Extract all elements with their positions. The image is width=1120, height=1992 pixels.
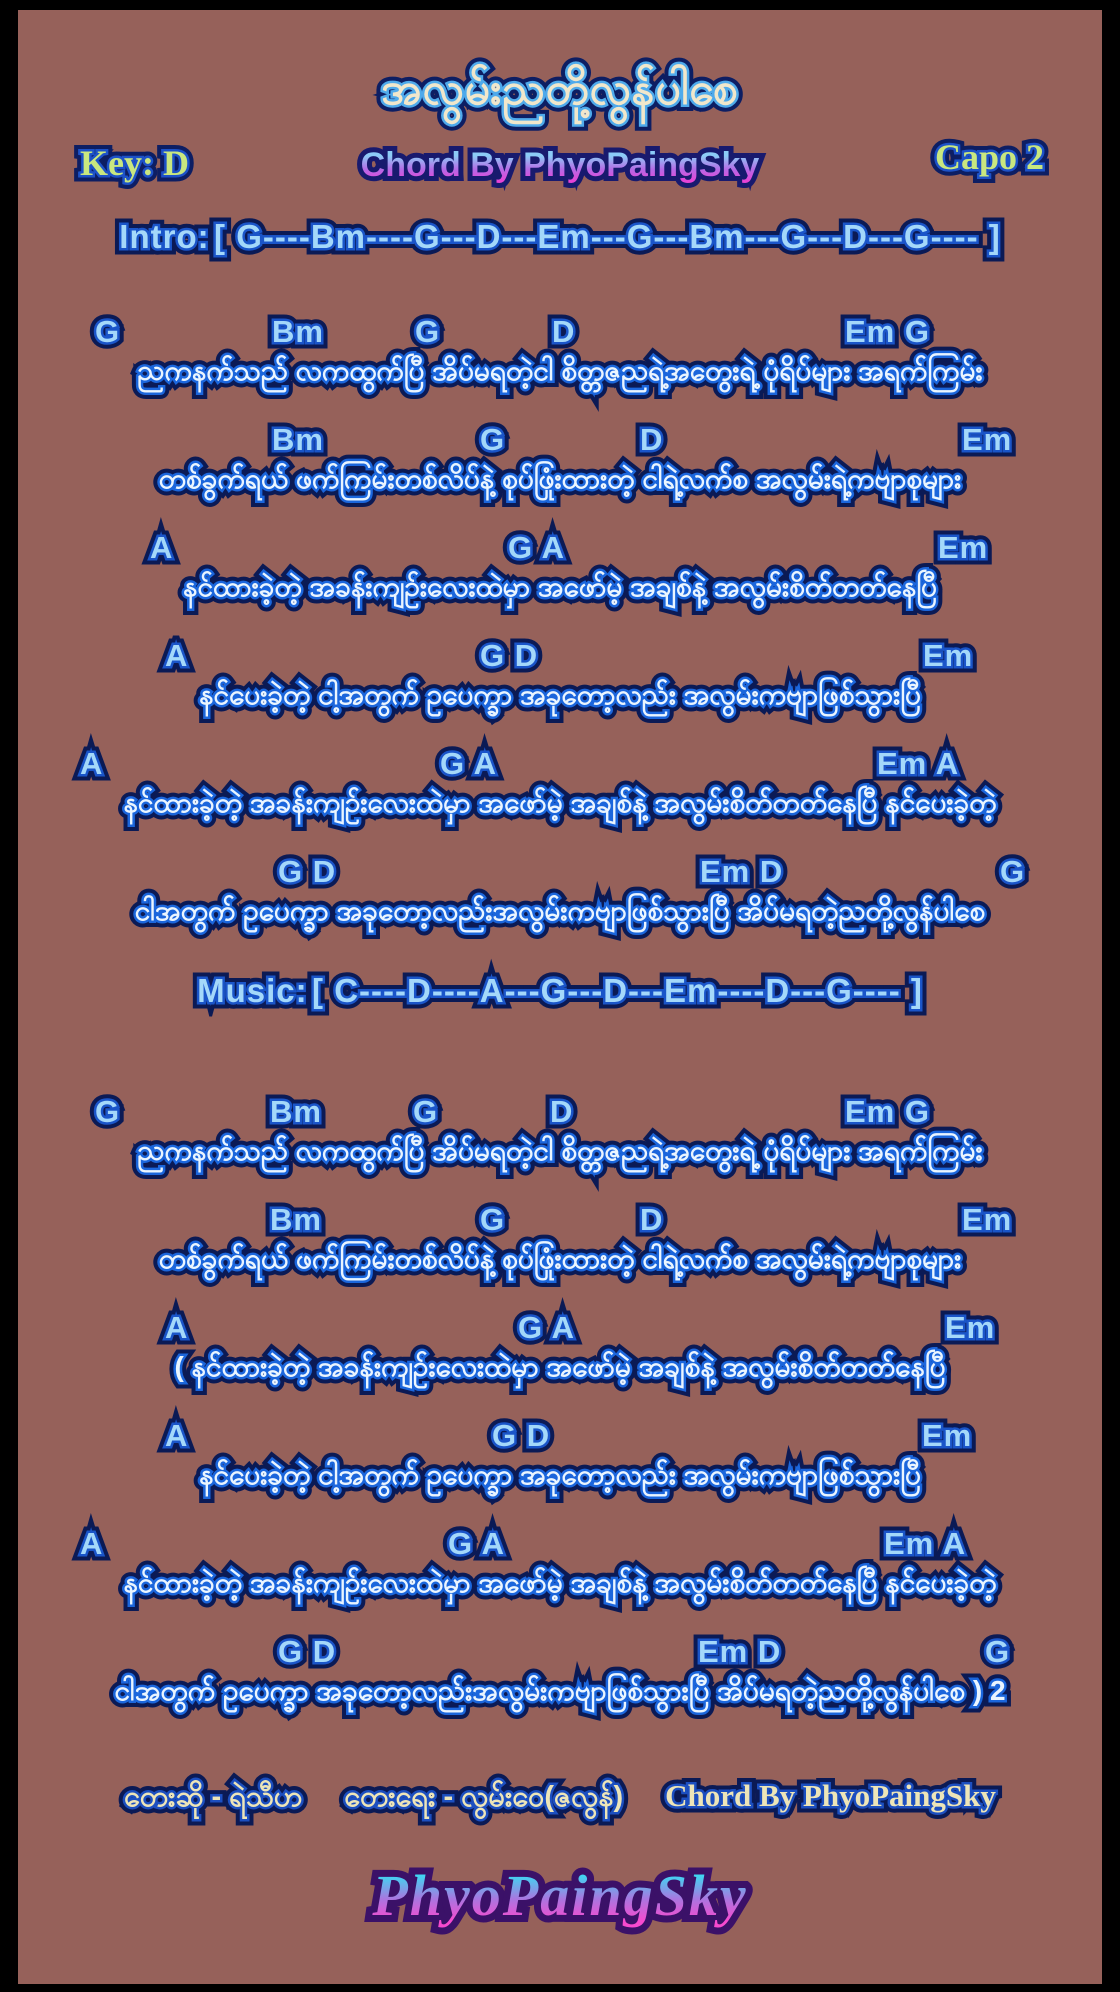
lyric-text: ညကနက်သည် လကထွက်ပြီ အိပ်မရတဲ့ငါ စိတ္တဇညရဲ့အတွေးရဲ့ ပုံရိပ်များ အရက်ကြမ်း ညကနက်သည် လကထွက်ပြီ အိပ်မရတဲ့ငါ စိတ္တဇညရဲ့အတွေးရဲ့ ပုံရိပ်များ အရက်ကြမ်း ညကနက်သည် လကထွက်ပြီ အိပ်မရတဲ့ငါ စိတ္တဇညရဲ့အတွေးရဲ့ ပုံရိပ်များ အရက်ကြမ်း xyxy=(137,1132,982,1174)
chord-row xyxy=(18,422,1102,460)
verse-2 xyxy=(18,1094,1102,1726)
chord-label: D D D xyxy=(640,422,663,458)
lyric-line xyxy=(18,1240,1102,1294)
chord-label: D D D xyxy=(550,1094,573,1130)
chord-label: G A G A G A xyxy=(508,530,565,566)
lyric-line xyxy=(18,460,1102,514)
music-label: Music: Music: Music: xyxy=(197,972,308,1010)
chord-row xyxy=(18,1202,1102,1240)
chord-row xyxy=(18,746,1102,784)
lyric-line xyxy=(18,568,1102,622)
chord-label: G G G xyxy=(480,422,505,458)
lyric-line xyxy=(18,892,1102,946)
chord-label: Bm Bm Bm xyxy=(270,1094,322,1130)
chord-label: Em D Em D Em D xyxy=(700,854,783,890)
lyric-line xyxy=(18,1348,1102,1402)
chord-label: G D G D G D xyxy=(492,1418,550,1454)
chord-by-header: Chord By PhyoPaingSky Chord By PhyoPaingSky xyxy=(361,146,760,185)
chord-label: Bm Bm Bm xyxy=(272,422,324,458)
lyric-text: တစ်ခွက်ရယ် ဖက်ကြမ်းတစ်လိပ်နဲ့ စုပ်ဖြုံးထားတဲ့ ငါရဲ့လက်စ အလွမ်းရဲ့ကဗျာစုများ တစ်ခွက်ရယ် ဖက်ကြမ်းတစ်လိပ်နဲ့ စုပ်ဖြုံးထားတဲ့ ငါရဲ့လက်စ အလွမ်းရဲ့ကဗျာစုများ တစ်ခွက်ရယ် ဖက်ကြမ်းတစ်လိပ်နဲ့ စုပ်ဖြုံးထားတဲ့ ငါရဲ့လက်စ အလွမ်းရဲ့ကဗျာစုများ xyxy=(159,460,961,502)
intro-progression xyxy=(18,218,1102,270)
chord-label: A A A xyxy=(80,746,103,782)
chord-label: Em G Em G Em G xyxy=(845,314,930,350)
chord-row xyxy=(18,854,1102,892)
song-title: အလွမ်းညတို့လွန်ပါစေ အလွမ်းညတို့လွန်ပါစေ အလွမ်းညတို့လွန်ပါစေ xyxy=(381,62,739,126)
logo-row xyxy=(18,1862,1102,1929)
chord-label: D D D xyxy=(640,1202,663,1238)
capo-label: Capo 2 Capo 2 Capo 2 xyxy=(935,136,1044,178)
lyric-line xyxy=(18,1456,1102,1510)
chord-label: D D D xyxy=(552,314,575,350)
lyric-text: ငါအတွက် ဥပေက္ခာ အခုတော့လည်းအလွမ်းကဗျာဖြစ်သွားပြီ အိပ်မရတဲ့ညတို့လွန်ပါစေ ငါအတွက် ဥပေက္ခာ အခုတော့လည်းအလွမ်းကဗျာဖြစ်သွားပြီ အိပ်မရတဲ့ညတို့လွန်ပါစေ ငါအတွက် ဥပေက္ခာ အခုတော့လည်းအလွမ်းကဗျာဖြစ်သွားပြီ အိပ်မရတဲ့ညတို့လွန်ပါစေ xyxy=(135,892,986,934)
song-sheet xyxy=(18,10,1102,1984)
lyric-line xyxy=(18,352,1102,406)
chord-label: Em Em Em xyxy=(923,638,973,674)
chord-label: A A A xyxy=(80,1526,103,1562)
chord-label: G G G xyxy=(95,314,120,350)
chord-label: G G G xyxy=(1000,854,1025,890)
chord-label: A A A xyxy=(165,1310,188,1346)
credits-row xyxy=(18,1778,1102,1836)
music-sequence: [ C----D----A---G---D---Em----D---G---- ] [ C----D----A---G---D---Em----D---G---- ] [ C----D----A---G---D---Em----D---G---- ] xyxy=(312,972,923,1010)
lyric-text: တစ်ခွက်ရယ် ဖက်ကြမ်းတစ်လိပ်နဲ့ စုပ်ဖြုံးထားတဲ့ ငါရဲ့လက်စ အလွမ်းရဲ့ကဗျာစုများ တစ်ခွက်ရယ် ဖက်ကြမ်းတစ်လိပ်နဲ့ စုပ်ဖြုံးထားတဲ့ ငါရဲ့လက်စ အလွမ်းရဲ့ကဗျာစုများ တစ်ခွက်ရယ် ဖက်ကြမ်းတစ်လိပ်နဲ့ စုပ်ဖြုံးထားတဲ့ ငါရဲ့လက်စ အလွမ်းရဲ့ကဗျာစုများ xyxy=(159,1240,961,1282)
lyric-text: ( နင်ထားခဲ့တဲ့ အခန်းကျဉ်းလေးထဲမှာ အဖော်မဲ့ အချစ်နဲ့ အလွမ်းစိတ်တတ်နေပြီ ( နင်ထားခဲ့တဲ့ အခန်းကျဉ်းလေးထဲမှာ အဖော်မဲ့ အချစ်နဲ့ အလွမ်းစိတ်တတ်နေပြီ ( နင်ထားခဲ့တဲ့ အခန်းကျဉ်းလေးထဲမှာ အဖော်မဲ့ အချစ်နဲ့ အလွမ်းစိတ်တတ်နေပြီ xyxy=(174,1348,945,1390)
chord-row xyxy=(18,530,1102,568)
chord-label: Em A Em A Em A xyxy=(884,1526,966,1562)
lyric-text: ငါအတွက် ဥပေက္ခာ အခုတော့လည်းအလွမ်းကဗျာဖြစ်သွားပြီ အိပ်မရတဲ့ညတို့လွန်ပါစေ ) 2 ငါအတွက် ဥပေက္ခာ အခုတော့လည်းအလွမ်းကဗျာဖြစ်သွားပြီ အိပ်မရတဲ့ညတို့လွန်ပါစေ ) 2 ငါအတွက် ဥပေက္ခာ အခုတော့လည်းအလွမ်းကဗျာဖြစ်သွားပြီ အိပ်မရတဲ့ညတို့လွန်ပါစေ ) 2 xyxy=(114,1672,1005,1714)
key-label: Key: D Key: D Key: D xyxy=(80,142,189,184)
composer-credit: တေးရေး - လွမ်းဝေ(ဇလွန်) တေးရေး - လွမ်းဝေ(ဇလွန်) တေးရေး - လွမ်းဝေ(ဇလွန်) xyxy=(344,1778,623,1821)
chord-label: Em D Em D Em D xyxy=(698,1634,781,1670)
verse-1 xyxy=(18,314,1102,946)
intro-sequence: [ G----Bm----G---D---Em---G---Bm---G---D---G---- ] [ G----Bm----G---D---Em---G---Bm---G---D---G---- ] [ G----Bm----G---D---Em---G---Bm---G---D---G---- ] xyxy=(214,218,1001,256)
lyric-text: နင်ထားခဲ့တဲ့ အခန်းကျဉ်းလေးထဲမှာ အဖော်မဲ့ အချစ်နဲ့ အလွမ်းစိတ်တတ်နေပြီ နင်ပေးခဲ့တဲ့ နင်ထားခဲ့တဲ့ အခန်းကျဉ်းလေးထဲမှာ အဖော်မဲ့ အချစ်နဲ့ အလွမ်းစိတ်တတ်နေပြီ နင်ပေးခဲ့တဲ့ နင်ထားခဲ့တဲ့ အခန်းကျဉ်းလေးထဲမှာ အဖော်မဲ့ အချစ်နဲ့ အလွမ်းစိတ်တတ်နေပြီ နင်ပေးခဲ့တဲ့ xyxy=(123,1564,996,1606)
chord-row xyxy=(18,1526,1102,1564)
lyric-line xyxy=(18,784,1102,838)
chord-label: Em Em Em xyxy=(945,1310,995,1346)
vocalist-credit: တေးဆို - ရဲသီဟ တေးဆို - ရဲသီဟ တေးဆို - ရဲသီဟ xyxy=(124,1778,302,1821)
chord-label: A A A xyxy=(150,530,173,566)
chord-label: Em Em Em xyxy=(922,1418,972,1454)
chord-row xyxy=(18,1094,1102,1132)
lyric-text: နင်ပေးခဲ့တဲ့ ငါ့အတွက် ဥပေက္ခာ အခုတော့လည်း အလွမ်းကဗျာဖြစ်သွားပြီ နင်ပေးခဲ့တဲ့ ငါ့အတွက် ဥပေက္ခာ အခုတော့လည်း အလွမ်းကဗျာဖြစ်သွားပြီ နင်ပေးခဲ့တဲ့ ငါ့အတွက် ဥပေက္ခာ အခုတော့လည်း အလွမ်းကဗျာဖြစ်သွားပြီ xyxy=(199,1456,921,1498)
chord-label: A A A xyxy=(165,1418,188,1454)
chord-label: G G G xyxy=(985,1634,1010,1670)
chord-label: G D G D G D xyxy=(278,1634,336,1670)
chord-label: G A G A G A xyxy=(518,1310,575,1346)
chord-label: G G G xyxy=(413,1094,438,1130)
chord-row xyxy=(18,1634,1102,1672)
chord-label: G G G xyxy=(480,1202,505,1238)
intro-label: Intro: Intro: Intro: xyxy=(119,218,209,256)
lyric-line xyxy=(18,1564,1102,1618)
chord-label: Bm Bm Bm xyxy=(272,314,324,350)
lyric-text: နင်ပေးခဲ့တဲ့ ငါ့အတွက် ဥပေက္ခာ အခုတော့လည်း အလွမ်းကဗျာဖြစ်သွားပြီ နင်ပေးခဲ့တဲ့ ငါ့အတွက် ဥပေက္ခာ အခုတော့လည်း အလွမ်းကဗျာဖြစ်သွားပြီ နင်ပေးခဲ့တဲ့ ငါ့အတွက် ဥပေက္ခာ အခုတော့လည်း အလွမ်းကဗျာဖြစ်သွားပြီ xyxy=(199,676,921,718)
chord-label: Em Em Em xyxy=(938,530,988,566)
chord-label: G G G xyxy=(415,314,440,350)
chord-label: G A G A G A xyxy=(440,746,497,782)
chord-label: G G G xyxy=(95,1094,120,1130)
lyric-text: နင်ထားခဲ့တဲ့ အခန်းကျဉ်းလေးထဲမှာ အဖော်မဲ့ အချစ်နဲ့ အလွမ်းစိတ်တတ်နေပြီ နင်ထားခဲ့တဲ့ အခန်းကျဉ်းလေးထဲမှာ အဖော်မဲ့ အချစ်နဲ့ အလွမ်းစိတ်တတ်နေပြီ နင်ထားခဲ့တဲ့ အခန်းကျဉ်းလေးထဲမှာ အဖော်မဲ့ အချစ်နဲ့ အလွမ်းစိတ်တတ်နေပြီ xyxy=(183,568,937,610)
lyric-text: ညကနက်သည် လကထွက်ပြီ အိပ်မရတဲ့ငါ စိတ္တဇညရဲ့အတွေးရဲ့ ပုံရိပ်များ အရက်ကြမ်း ညကနက်သည် လကထွက်ပြီ အိပ်မရတဲ့ငါ စိတ္တဇညရဲ့အတွေးရဲ့ ပုံရိပ်များ အရက်ကြမ်း ညကနက်သည် လကထွက်ပြီ အိပ်မရတဲ့ငါ စိတ္တဇညရဲ့အတွေးရဲ့ ပုံရိပ်များ အရက်ကြမ်း xyxy=(137,352,982,394)
music-progression xyxy=(18,972,1102,1024)
title-row xyxy=(18,10,1102,126)
phyopaingsky-logo: PhyoPaingSky PhyoPaingSky xyxy=(372,1862,747,1929)
lyric-line xyxy=(18,1672,1102,1726)
chord-label: Em Em Em xyxy=(962,1202,1012,1238)
meta-row xyxy=(18,136,1102,202)
chord-label: Em G Em G Em G xyxy=(845,1094,930,1130)
chord-row xyxy=(18,314,1102,352)
lyric-line xyxy=(18,676,1102,730)
chord-label: Bm Bm Bm xyxy=(270,1202,322,1238)
lyric-text: နင်ထားခဲ့တဲ့ အခန်းကျဉ်းလေးထဲမှာ အဖော်မဲ့ အချစ်နဲ့ အလွမ်းစိတ်တတ်နေပြီ နင်ပေးခဲ့တဲ့ နင်ထားခဲ့တဲ့ အခန်းကျဉ်းလေးထဲမှာ အဖော်မဲ့ အချစ်နဲ့ အလွမ်းစိတ်တတ်နေပြီ နင်ပေးခဲ့တဲ့ နင်ထားခဲ့တဲ့ အခန်းကျဉ်းလေးထဲမှာ အဖော်မဲ့ အချစ်နဲ့ အလွမ်းစိတ်တတ်နေပြီ နင်ပေးခဲ့တဲ့ xyxy=(123,784,996,826)
chord-label: Em A Em A Em A xyxy=(877,746,959,782)
chord-label: G A G A G A xyxy=(448,1526,505,1562)
chord-label: G D G D G D xyxy=(278,854,336,890)
lyric-line xyxy=(18,1132,1102,1186)
chord-row xyxy=(18,638,1102,676)
chord-label: Em Em Em xyxy=(962,422,1012,458)
chord-label: A A A xyxy=(165,638,188,674)
chord-label: G D G D G D xyxy=(480,638,538,674)
chord-row xyxy=(18,1418,1102,1456)
chord-row xyxy=(18,1310,1102,1348)
chord-by-credit: Chord By PhyoPaingSky Chord By PhyoPaingSky Chord By PhyoPaingSky xyxy=(665,1778,996,1814)
